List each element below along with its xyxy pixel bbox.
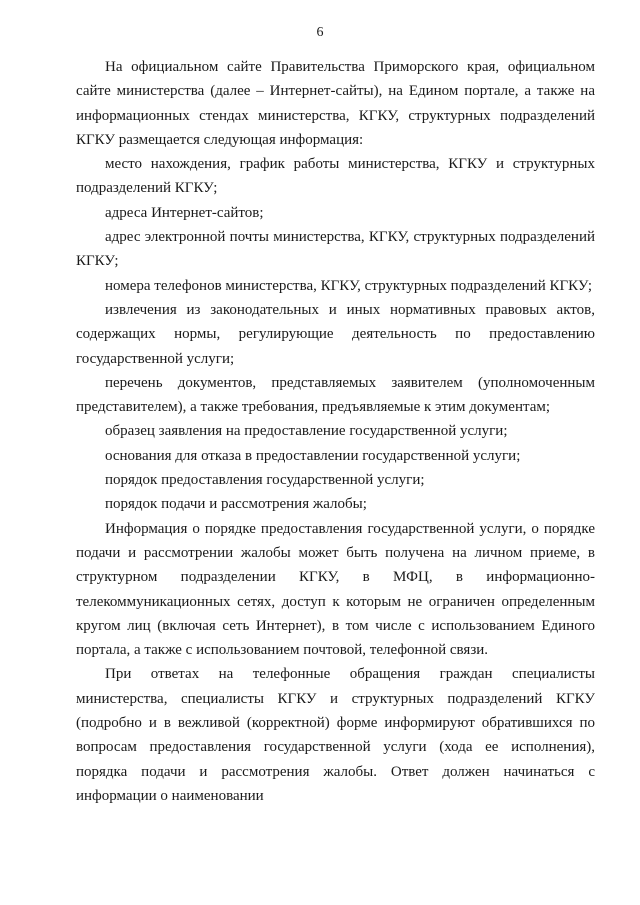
paragraph-application-sample: образец заявления на предоставление государственной услуги; [105,423,508,440]
paragraph-service-procedure: порядок предоставления государственной услуги; [105,472,425,489]
paragraph-phone-numbers: номера телефонов министерства, КГКУ, структурных подразделений КГКУ; [105,277,593,294]
paragraph-info-placement-intro: На официальном сайте Правительства Приморского края, официальном сайте министерства (далее – Интернет-сайты), на Едином портале, а также на информационных стендах министерства, КГКУ, структурных подразделений КГКУ размещается следующая информация: [76,59,595,148]
paragraph-legal-extracts: извлечения из законодательных и иных нормативных правовых актов, содержащих нормы, регулирующие деятельность по предоставлению государственной услуги; [76,301,595,367]
paragraph-website-addresses: адреса Интернет-сайтов; [105,204,264,221]
paragraph-documents-list: перечень документов, представляемых заявителем (уполномоченным представителем), а также требования, предъявляемые к этим документам; [76,374,595,416]
paragraph-info-channels: Информация о порядке предоставления государственной услуги, о порядке подачи и рассмотрении жалобы может быть получена на личном приеме, в структурном подразделении КГКУ, в МФЦ, в информационно-телекоммуникационных сетях, доступ к которым не ограничен определенным кругом лиц (включая сеть Интернет), в том числе с использованием Единого портала, а также с использованием почтовой, телефонной связи. [76,520,595,659]
paragraph-location-schedule: место нахождения, график работы министерства, КГКУ и структурных подразделений КГКУ; [76,156,595,197]
paragraph-email-addresses: адрес электронной почты министерства, КГКУ, структурных подразделений КГКУ; [76,229,595,270]
paragraph-phone-inquiries: При ответах на телефонные обращения граждан специалисты министерства, специалисты КГКУ и структурных подразделений КГКУ (подробно и в вежливой (корректной) форме информируют обратившихся по вопросам предоставления государственной услуги (хода ее исполнения), порядка подачи и рассмотрения жалобы. Ответ должен начинаться с информации о наименовании [76,666,595,804]
paragraph-refusal-grounds: основания для отказа в предоставлении государственной услуги; [105,447,521,464]
page-number: 6 [316,25,324,40]
document-body [76,55,595,808]
paragraph-complaint-procedure: порядок подачи и рассмотрения жалобы; [105,496,367,513]
